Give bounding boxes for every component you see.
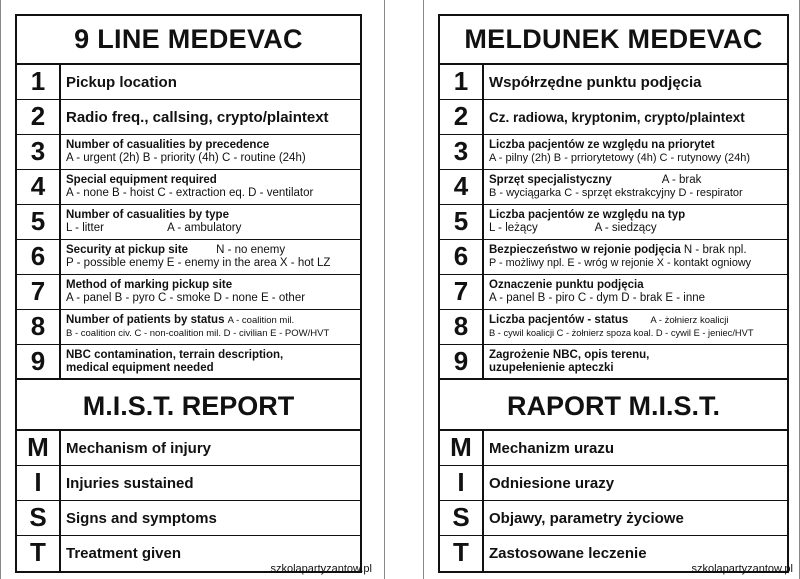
medevac-table (15, 14, 362, 573)
line-number: 9 (440, 345, 484, 378)
line-number: 2 (440, 100, 484, 134)
line-row-2 (440, 100, 787, 135)
line-row-2 (17, 100, 360, 135)
line-heading-extra: N - no enemy (216, 244, 286, 256)
mist-row-m (440, 431, 787, 466)
line-row-3 (440, 135, 787, 170)
line-row-8 (440, 310, 787, 345)
line-number: 8 (17, 310, 61, 344)
line-text: Pickup location (66, 73, 177, 91)
line-row-7 (440, 275, 787, 310)
medevac-card-english (0, 0, 385, 579)
line-options: B - wyciągarka C - sprzęt ekstrakcyjny D - respirator (489, 187, 743, 199)
line-heading-extra: A - brak (661, 174, 702, 186)
footer-url: szkolapartyzantow.pl (691, 563, 793, 575)
card-title: MELDUNEK MEDEVAC (440, 16, 787, 65)
line-number: 9 (17, 345, 61, 378)
line-row-5 (17, 205, 360, 240)
line-heading: Special equipment required (66, 174, 217, 186)
line-text: Cz. radiowa, kryptonim, crypto/plaintext (489, 109, 745, 125)
mist-letter: T (17, 536, 61, 571)
line-heading: Oznaczenie punktu podjęcia (489, 279, 644, 291)
footer-url: szkolapartyzantow.pl (270, 563, 372, 575)
line-heading-extra: A - coalition mil. (227, 315, 295, 326)
mist-title: RAPORT M.I.S.T. (440, 380, 787, 431)
mist-title: M.I.S.T. REPORT (17, 380, 360, 431)
line-options: L - leżący A - siedzący (489, 222, 657, 234)
line-heading: Zagrożenie NBC, opis terenu, (489, 348, 650, 361)
line-number: 6 (17, 240, 61, 274)
line-heading: Liczba pacjentów ze względu na priorytet (489, 139, 715, 151)
line-text: Radio freq., callsing, crypto/plaintext (66, 108, 329, 126)
line-row-8 (17, 310, 360, 345)
mist-row-m (17, 431, 360, 466)
line-row-9 (17, 345, 360, 380)
line-heading-cont: uzupełenienie apteczki (489, 361, 614, 374)
medevac-table (438, 14, 789, 573)
line-options: P - możliwy npl. E - wróg w rejonie X - kontakt ogniowy (489, 257, 752, 269)
line-heading: NBC contamination, terrain description, (66, 348, 284, 361)
line-options: A - urgent (2h) B - priority (4h) C - routine (24h) (66, 152, 306, 164)
line-number: 2 (17, 100, 61, 134)
mist-row-i (440, 466, 787, 501)
line-number: 6 (440, 240, 484, 274)
mist-row-s (440, 501, 787, 536)
line-number: 3 (440, 135, 484, 169)
line-row-5 (440, 205, 787, 240)
line-row-6 (17, 240, 360, 275)
line-heading: Method of marking pickup site (66, 279, 233, 291)
line-options: B - coalition civ. C - non-coalition mil. D - civilian E - POW/HVT (66, 328, 330, 339)
line-heading-extra: A - żołnierz koalicji (650, 315, 729, 326)
line-options: B - cywil koalicji C - żołnierz spoza koal. D - cywil E - jeniec/HVT (489, 328, 754, 338)
medevac-card-polish (423, 0, 800, 579)
line-text: Współrzędne punktu podjęcia (489, 73, 702, 91)
line-options: P - possible enemy E - enemy in the area X - hot LZ (66, 257, 331, 269)
line-options: A - pilny (2h) B - prriorytetowy (4h) C - rutynowy (24h) (489, 152, 751, 164)
line-heading: Bezpieczeństwo w rejonie podjęcia (489, 244, 681, 256)
line-heading: Sprzęt specjalistyczny (489, 174, 612, 186)
line-number: 1 (440, 65, 484, 99)
line-row-6 (440, 240, 787, 275)
line-row-4 (17, 170, 360, 205)
mist-text: Mechanizm urazu (489, 439, 615, 457)
mist-row-i (17, 466, 360, 501)
mist-letter: I (440, 466, 484, 500)
mist-letter: M (440, 431, 484, 465)
mist-row-s (17, 501, 360, 536)
mist-text: Injuries sustained (66, 474, 194, 492)
line-row-3 (17, 135, 360, 170)
line-options: A - panel B - piro C - dym D - brak E - inne (489, 292, 706, 304)
mist-letter: M (17, 431, 61, 465)
line-row-1 (440, 65, 787, 100)
line-row-9 (440, 345, 787, 380)
mist-text: Signs and symptoms (66, 509, 217, 527)
card-title: 9 LINE MEDEVAC (17, 16, 360, 65)
line-number: 1 (17, 65, 61, 99)
line-options: A - panel B - pyro C - smoke D - none E - other (66, 292, 306, 304)
mist-text: Treatment given (66, 545, 182, 562)
line-number: 3 (17, 135, 61, 169)
mist-text: Objawy, parametry życiowe (489, 509, 684, 527)
line-heading: Number of casualities by precedence (66, 139, 270, 151)
line-options: L - litter A - ambulatory (66, 222, 242, 234)
line-heading: Liczba pacjentów ze względu na typ (489, 209, 686, 221)
line-heading: Number of casualities by type (66, 209, 229, 221)
mist-letter: T (440, 536, 484, 571)
mist-text: Mechanism of injury (66, 439, 212, 457)
line-heading: Number of patients by status (66, 314, 225, 326)
mist-letter: S (440, 501, 484, 535)
line-heading-extra: N - brak npl. (683, 244, 747, 256)
line-options: A - none B - hoist C - extraction eq. D - ventilator (66, 187, 314, 199)
line-row-4 (440, 170, 787, 205)
line-number: 7 (17, 275, 61, 309)
line-number: 5 (17, 205, 61, 239)
line-heading: Security at pickup site (66, 244, 189, 256)
mist-text: Zastosowane leczenie (489, 545, 647, 562)
line-number: 4 (17, 170, 61, 204)
line-number: 4 (440, 170, 484, 204)
line-row-1 (17, 65, 360, 100)
line-heading-cont: medical equipment needed (66, 361, 214, 374)
mist-text: Odniesione urazy (489, 474, 615, 492)
line-number: 5 (440, 205, 484, 239)
mist-letter: I (17, 466, 61, 500)
line-heading: Liczba pacjentów - status (489, 314, 629, 326)
line-number: 7 (440, 275, 484, 309)
line-row-7 (17, 275, 360, 310)
mist-letter: S (17, 501, 61, 535)
line-number: 8 (440, 310, 484, 344)
